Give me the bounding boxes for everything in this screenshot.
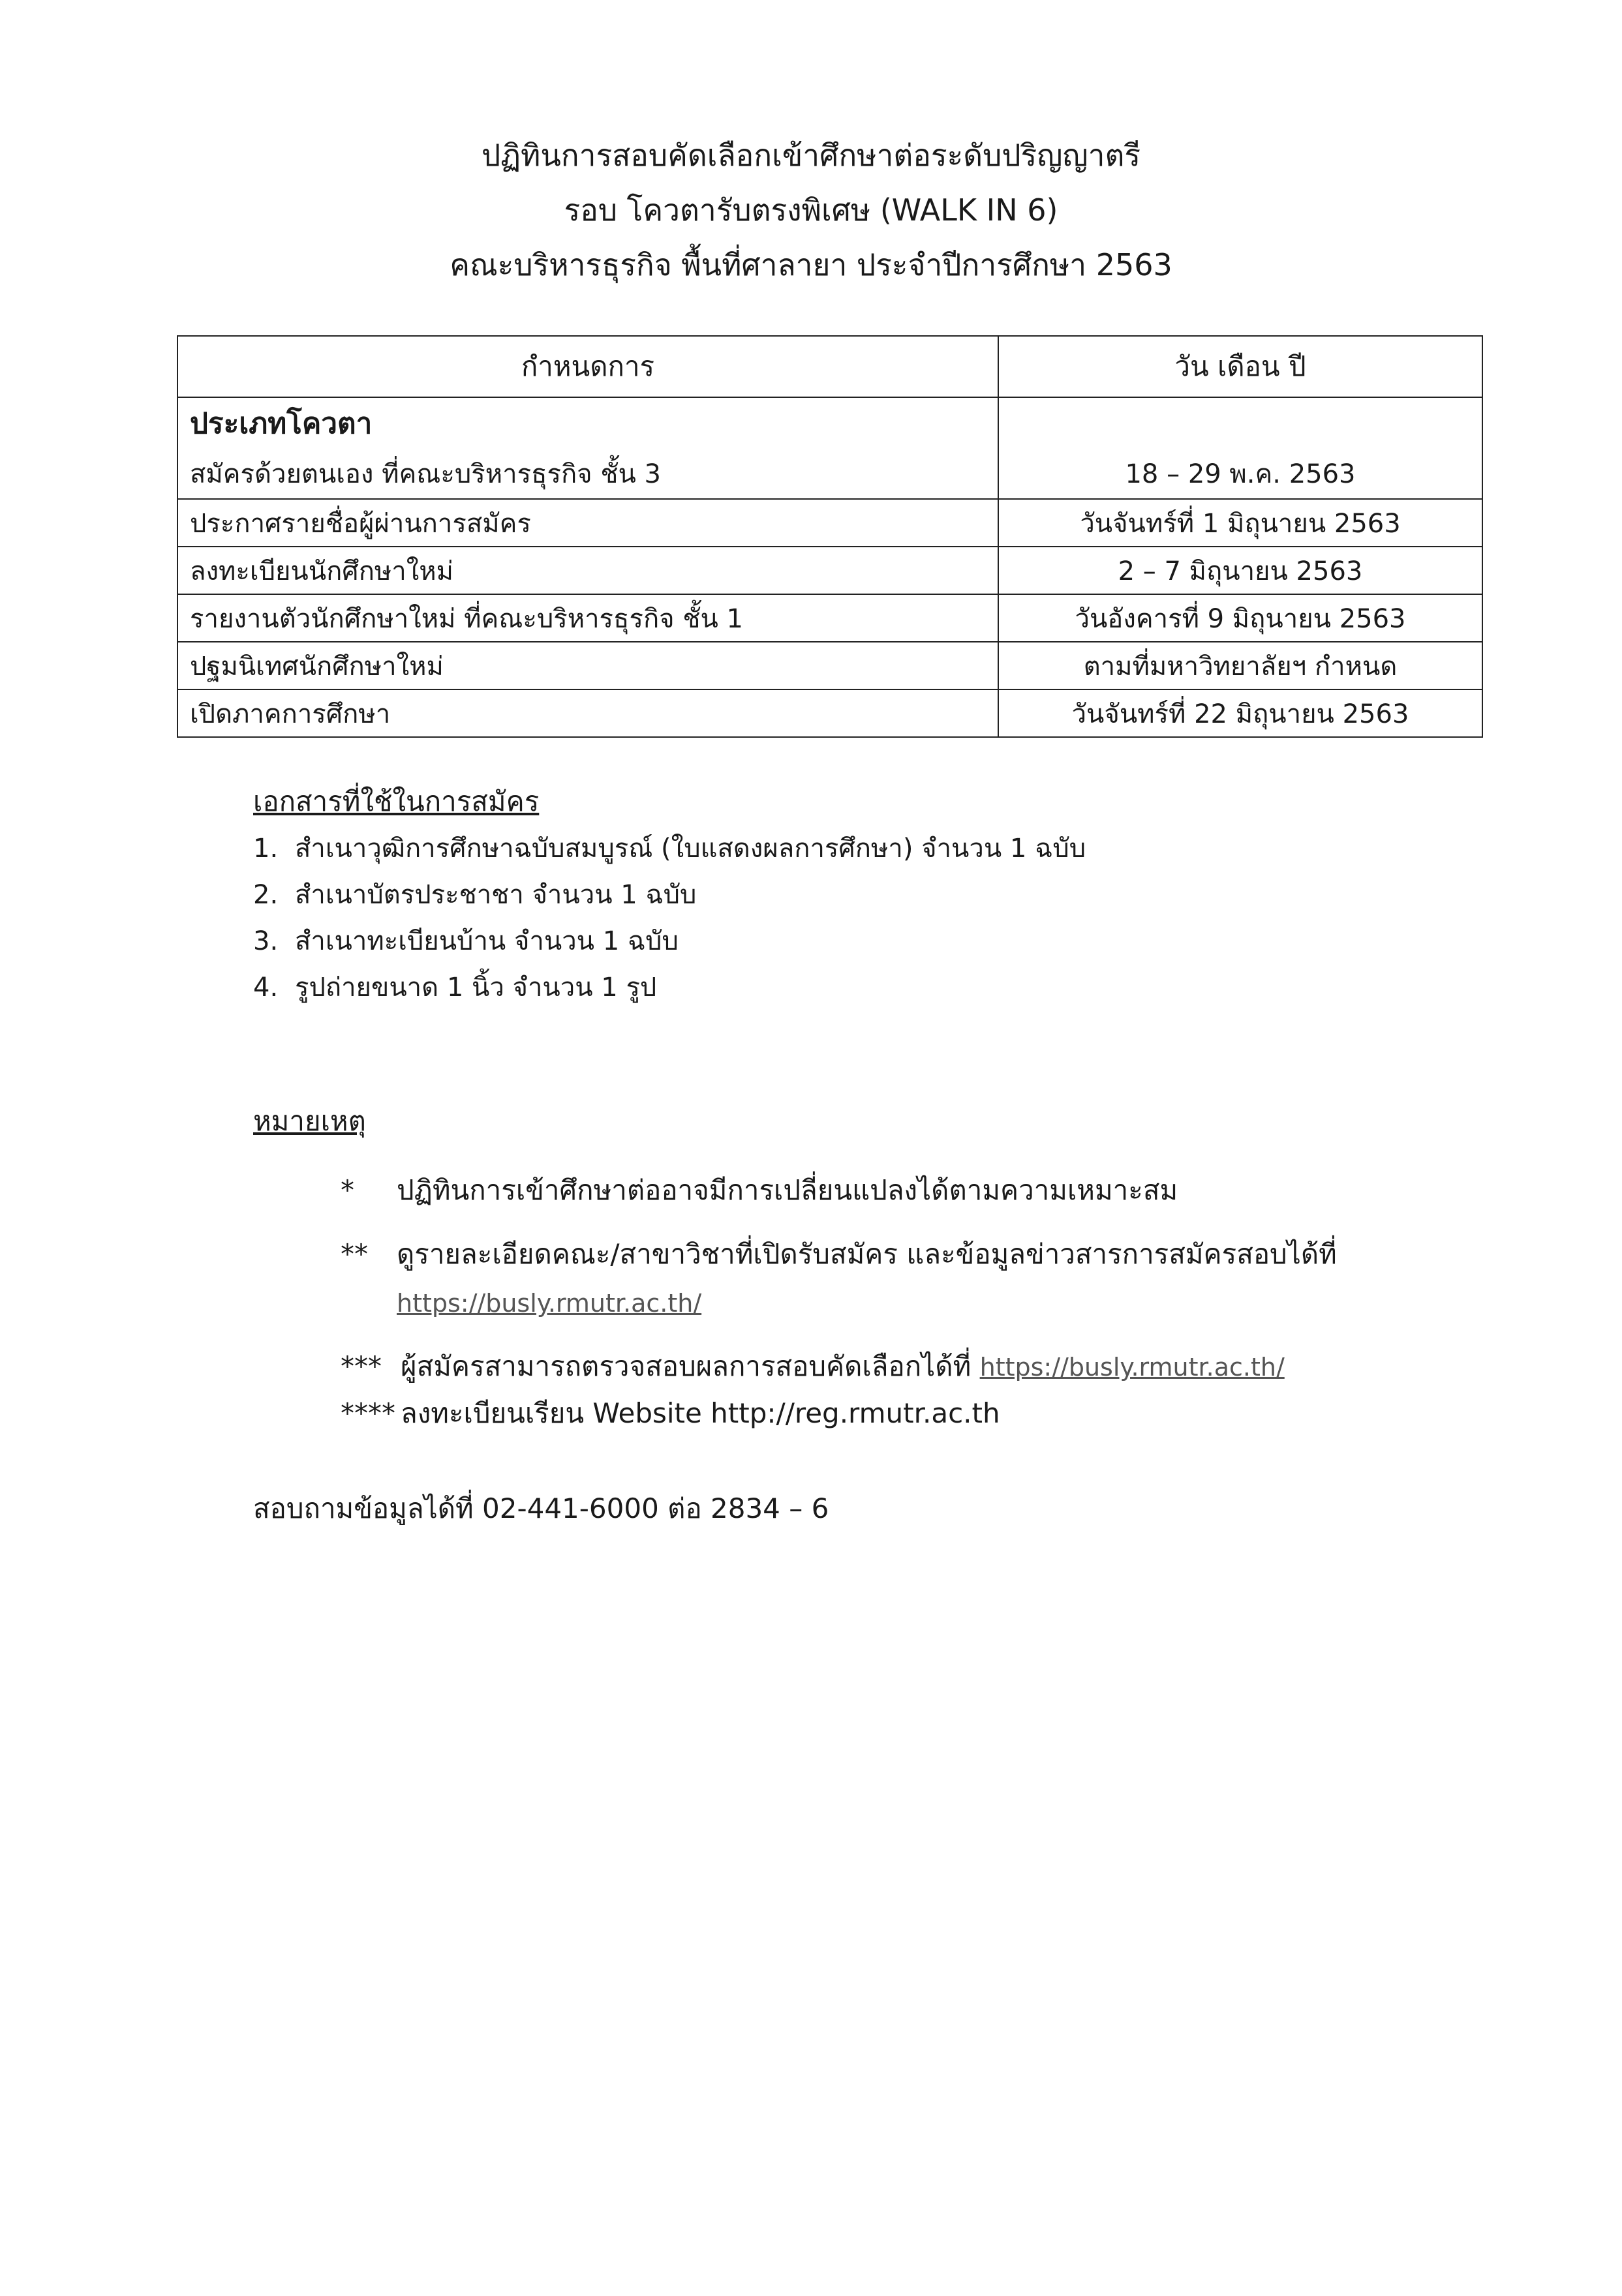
- note-2: [341, 1233, 1337, 1276]
- header-faculty: คณะบริหารธุรกิจ พื้นที่ศาลายา ประจำปีการศึกษา 2563: [450, 247, 1172, 282]
- table-cell-date: [998, 397, 1482, 499]
- list-number: 1.: [253, 834, 279, 864]
- list-text: สำเนาบัตรประชาชา จำนวน 1 ฉบับ: [295, 880, 697, 910]
- quota-type-label: ประเภทโควตา: [190, 407, 373, 440]
- documents-list: [253, 826, 1086, 1011]
- row-date: ตามที่มหาวิทยาลัยฯ กำหนด: [998, 642, 1482, 689]
- row-date: วันอังคารที่ 9 มิถุนายน 2563: [998, 594, 1482, 642]
- header-round: รอบ โควตารับตรงพิเศษ (WALK IN 6): [564, 192, 1058, 228]
- list-item: [253, 872, 1086, 918]
- list-text: สำเนาวุฒิการศึกษาฉบับสมบูรณ์ (ใบแสดงผลการศึกษา) จำนวน 1 ฉบับ: [295, 834, 1086, 864]
- document-header: [0, 128, 1622, 292]
- note-mark: ***: [341, 1350, 382, 1382]
- documents-heading: เอกสารที่ใช้ในการสมัคร: [253, 785, 540, 817]
- note-2-link-line: [397, 1289, 701, 1318]
- table-row: [177, 594, 1482, 642]
- row-item: เปิดภาคการศึกษา: [177, 689, 998, 737]
- table-row: [177, 499, 1482, 547]
- row-item: รายงานตัวนักศึกษาใหม่ ที่คณะบริหารธุรกิจ ชั้น 1: [177, 594, 998, 642]
- note-text: ผู้สมัครสามารถตรวจสอบผลการสอบคัดเลือกได้ที่: [401, 1350, 972, 1382]
- list-text: รูปถ่ายขนาด 1 นิ้ว จำนวน 1 รูป: [295, 973, 657, 1003]
- col-header-schedule: กำหนดการ: [177, 336, 998, 397]
- note-text: ลงทะเบียนเรียน Website http://reg.rmutr.ac.th: [401, 1397, 1000, 1429]
- website-link[interactable]: https://busly.rmutr.ac.th/: [397, 1289, 702, 1318]
- header-title: ปฏิทินการสอบคัดเลือกเข้าศึกษาต่อระดับปริญญาตรี: [481, 138, 1141, 173]
- row-date: วันจันทร์ที่ 22 มิถุนายน 2563: [998, 689, 1482, 737]
- list-number: 2.: [253, 880, 279, 910]
- col-header-date: วัน เดือน ปี: [998, 336, 1482, 397]
- note-mark: *: [341, 1174, 354, 1206]
- row-date: 18 – 29 พ.ค. 2563: [1125, 459, 1356, 489]
- note-text: ปฏิทินการเข้าศึกษาต่ออาจมีการเปลี่ยนแปลงได้ตามความเหมาะสม: [397, 1174, 1178, 1206]
- note-mark: ****: [341, 1397, 395, 1429]
- row-item: ปฐมนิเทศนักศึกษาใหม่: [177, 642, 998, 689]
- row-date: 2 – 7 มิถุนายน 2563: [998, 547, 1482, 594]
- table-row: [177, 689, 1482, 737]
- row-item: ลงทะเบียนนักศึกษาใหม่: [177, 547, 998, 594]
- row-item: สมัครด้วยตนเอง ที่คณะบริหารธุรกิจ ชั้น 3: [190, 459, 661, 489]
- table-cell-item: [177, 397, 998, 499]
- note-mark: **: [341, 1238, 368, 1270]
- list-number: 3.: [253, 926, 279, 956]
- note-1: [341, 1169, 1178, 1212]
- list-item: [253, 918, 1086, 965]
- list-number: 4.: [253, 973, 279, 1003]
- note-4: [341, 1392, 1000, 1435]
- table-header-row: [177, 336, 1482, 397]
- row-item: ประกาศรายชื่อผู้ผ่านการสมัคร: [177, 499, 998, 547]
- schedule-table: [177, 335, 1483, 738]
- results-link[interactable]: https://busly.rmutr.ac.th/: [979, 1353, 1285, 1382]
- note-3: [341, 1345, 1285, 1388]
- table-row: [177, 547, 1482, 594]
- list-item: [253, 965, 1086, 1011]
- list-item: [253, 826, 1086, 872]
- contact-info: สอบถามข้อมูลได้ที่ 02-441-6000 ต่อ 2834 – 6: [253, 1492, 829, 1524]
- table-row: [177, 642, 1482, 689]
- notes-heading: หมายเหตุ: [253, 1105, 366, 1137]
- note-text: ดูรายละเอียดคณะ/สาขาวิชาที่เปิดรับสมัคร และข้อมูลข่าวสารการสมัครสอบได้ที่: [397, 1238, 1337, 1270]
- list-text: สำเนาทะเบียนบ้าน จำนวน 1 ฉบับ: [295, 926, 679, 956]
- row-date: วันจันทร์ที่ 1 มิถุนายน 2563: [998, 499, 1482, 547]
- table-row: [177, 397, 1482, 499]
